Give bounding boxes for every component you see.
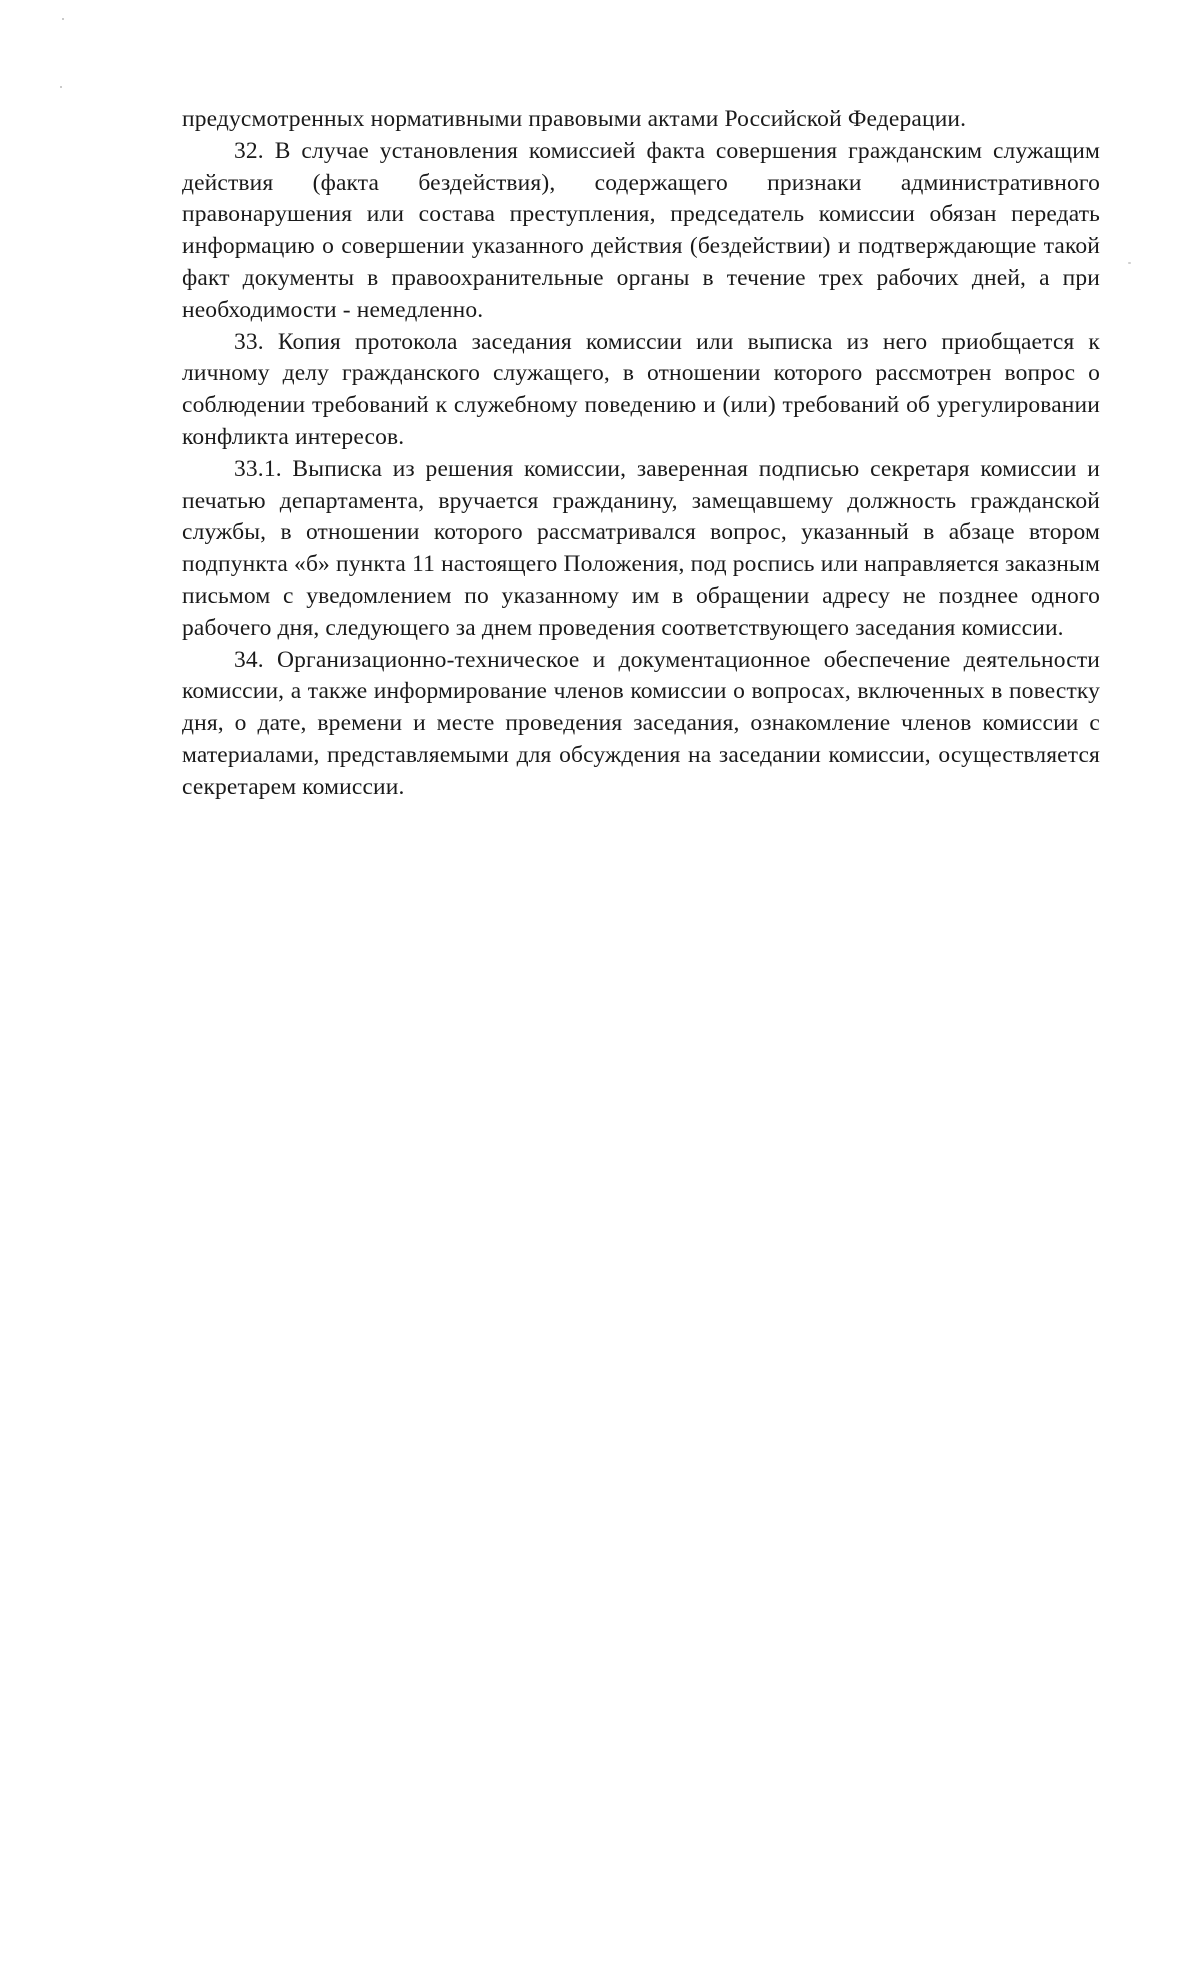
paragraph-item-34: 34. Организационно-техническое и документационное обеспечение деятельности комиссии, а также информирование членов комиссии о вопросах, включенных в повестку дня, о дате, времени и месте проведения заседания, ознакомление членов комиссии с материалами, представляемыми для обсуждения на заседании комиссии, осуществляется секретарем комиссии. (182, 646, 1100, 800)
paragraph-item-32: 32. В случае установления комиссией факта совершения гражданским служащим действия (факта бездействия), содержащего признаки административного правонарушения или состава преступления, председатель комиссии обязан передать информацию о совершении указанного действия (бездействии) и подтверждающие такой факт документы в правоохранительные органы в течение трех рабочих дней, а при необходимости - немедленно. (182, 137, 1100, 323)
paragraph-item-33-1: 33.1. Выписка из решения комиссии, заверенная подписью секретаря комиссии и печатью департамента, вручается гражданину, замещавшему должность гражданской службы, в отношении которого рассматривался вопрос, указанный в абзаце втором подпункта «б» пункта 11 настоящего Положения, под роспись или направляется заказным письмом с уведомлением по указанному им в обращении адресу не позднее одного рабочего дня, следующего за днем проведения соответствующего заседания комиссии. (182, 455, 1100, 641)
paragraph-continuation: предусмотренных нормативными правовыми актами Российской Федерации. (182, 106, 967, 132)
scan-speck (60, 86, 62, 88)
paragraph-item-33: 33. Копия протокола заседания комиссии или выписка из него приобщается к личному делу гражданского служащего, в отношении которого рассмотрен вопрос о соблюдении требований к служебному поведению и (или) требований об урегулировании конфликта интересов. (182, 328, 1100, 450)
scan-speck (62, 18, 64, 20)
document-body (182, 104, 1100, 804)
scan-speck (1128, 262, 1131, 264)
